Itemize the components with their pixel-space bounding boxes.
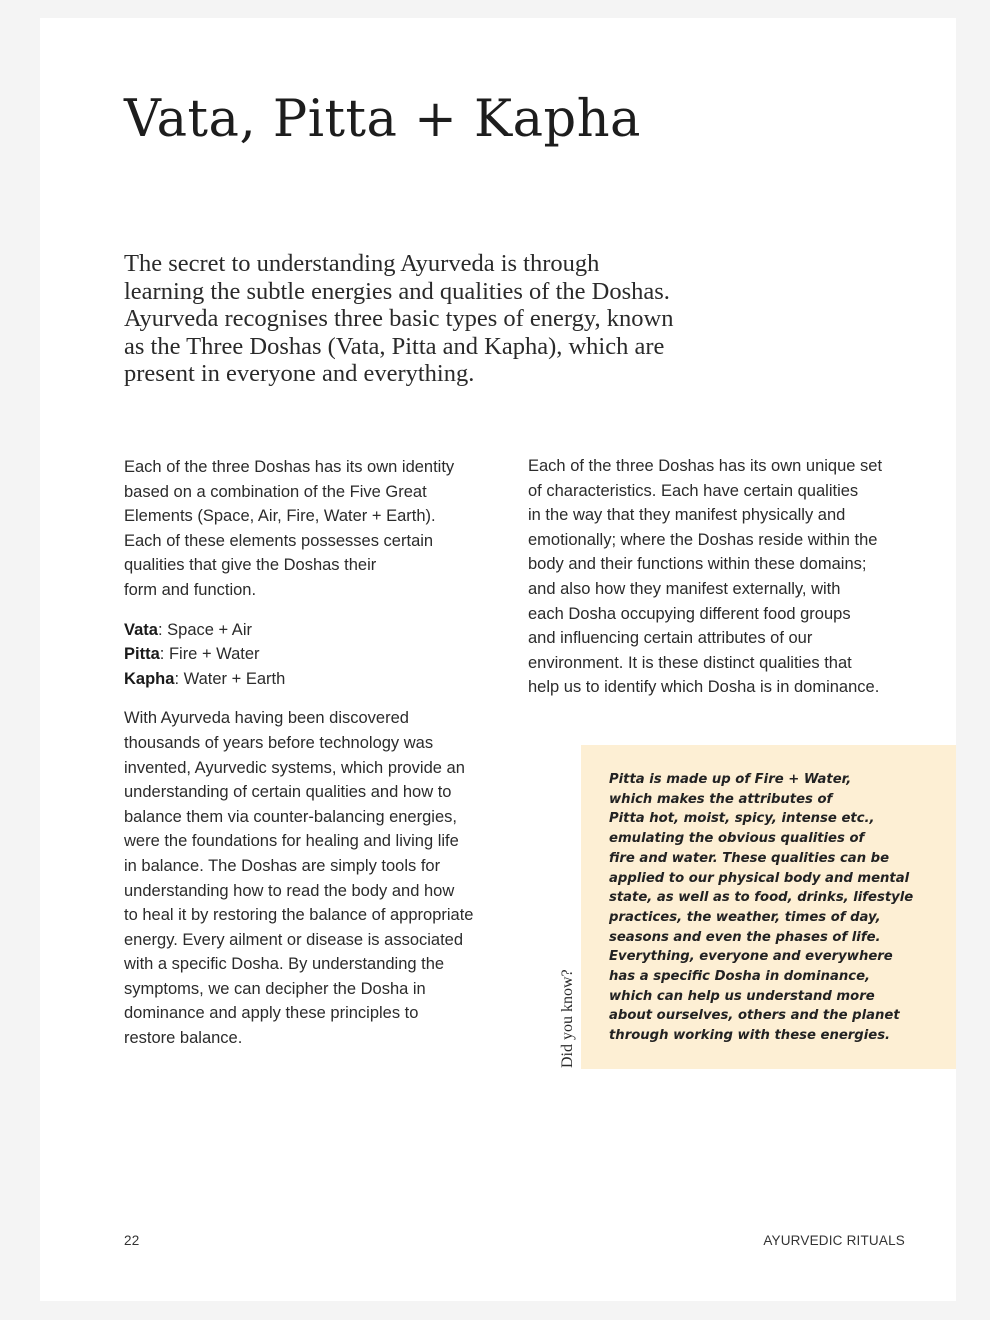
intro-line: Ayurveda recognises three basic types of energy, known — [124, 305, 674, 333]
dosha-list — [124, 618, 514, 692]
body-line: balance them via counter-balancing energies, — [124, 807, 457, 826]
body-line: in the way that they manifest physically and — [528, 506, 846, 525]
running-title: AYURVEDIC RITUALS — [763, 1233, 905, 1248]
dosha-name: Pitta — [124, 645, 160, 664]
callout-line: through working with these energies. — [609, 1028, 891, 1044]
body-line: thousands of years before technology was — [124, 733, 434, 752]
body-line: invented, Ayurvedic systems, which provide an — [124, 758, 465, 777]
body-line: and also how they manifest externally, with — [528, 579, 841, 598]
characteristics-paragraph — [528, 454, 918, 700]
body-line: dominance and apply these principles to — [124, 1004, 419, 1023]
callout-text — [609, 770, 913, 1046]
callout-line: Pitta hot, moist, spicy, intense etc., — [609, 811, 875, 827]
body-line: emotionally; where the Doshas reside within the — [528, 530, 878, 549]
body-line: Each of the three Doshas has its own identity — [124, 458, 455, 476]
body-line: body and their functions within these domains; — [528, 555, 867, 574]
callout-line: Everything, everyone and everywhere — [609, 949, 893, 965]
callout-line: practices, the weather, times of day, — [609, 909, 881, 925]
callout-line: which makes the attributes of — [609, 791, 833, 807]
body-line: understanding how to read the body and how — [124, 881, 455, 900]
dosha-separator: : — [159, 645, 165, 664]
right-column — [528, 454, 918, 700]
page-number: 22 — [124, 1233, 140, 1248]
dosha-name: Kapha — [124, 669, 175, 688]
dosha-separator: : — [174, 669, 180, 688]
callout-line: has a specific Dosha in dominance, — [609, 969, 871, 985]
body-line: based on a combination of the Five Great — [124, 482, 427, 501]
intro-line: present in everyone and everything. — [124, 360, 475, 388]
callout-line: applied to our physical body and mental — [609, 870, 910, 886]
intro-paragraph — [124, 250, 764, 388]
page-title: Vata, Pitta + Kapha — [124, 90, 641, 149]
body-line: Each of these elements possesses certain — [124, 531, 434, 550]
intro-line: as the Three Doshas (Vata, Pitta and Kapha), which are — [124, 332, 665, 360]
dosha-elements: Space + Air — [162, 620, 252, 639]
elements-paragraph — [124, 455, 514, 603]
body-line: form and function. — [124, 580, 257, 599]
body-line: of characteristics. Each have certain qualities — [528, 481, 859, 500]
body-line: symptoms, we can decipher the Dosha in — [124, 979, 426, 998]
dosha-vata — [124, 618, 514, 643]
body-line: and influencing certain attributes of our — [528, 629, 813, 648]
body-line: environment. It is these distinct qualities that — [528, 653, 852, 672]
body-line: each Dosha occupying different food groups — [528, 604, 851, 623]
body-line: understanding of certain qualities and how to — [124, 783, 452, 802]
callout-line: seasons and even the phases of life. — [609, 929, 881, 945]
body-line: restore balance. — [124, 1029, 243, 1048]
callout-line: Pitta is made up of Fire + Water, — [609, 772, 852, 787]
body-line: in balance. The Doshas are simply tools for — [124, 856, 441, 875]
callout-line: emulating the obvious qualities of — [609, 831, 865, 847]
body-line: to heal it by restoring the balance of appropriate — [124, 906, 474, 925]
body-line: Each of the three Doshas has its own unique set — [528, 457, 883, 475]
left-column — [124, 455, 514, 1051]
body-line: were the foundations for healing and living life — [124, 832, 459, 851]
callout-line: about ourselves, others and the planet — [609, 1008, 900, 1024]
dosha-elements: Water + Earth — [179, 669, 286, 688]
body-line: help us to identify which Dosha is in dominance. — [528, 678, 880, 697]
body-line: energy. Every ailment or disease is associated — [124, 930, 464, 949]
book-page — [40, 18, 956, 1301]
callout-line: fire and water. These qualities can be — [609, 850, 890, 866]
dosha-name: Vata — [124, 620, 158, 639]
body-line: qualities that give the Doshas their — [124, 556, 377, 575]
intro-line: learning the subtle energies and qualities of the Doshas. — [124, 277, 670, 305]
dosha-pitta — [124, 642, 514, 667]
did-you-know-callout — [581, 745, 956, 1069]
callout-line: state, as well as to food, drinks, lifestyle — [609, 890, 914, 906]
did-you-know-label: Did you know? — [559, 969, 576, 1068]
intro-line: The secret to understanding Ayurveda is through — [124, 250, 600, 277]
dosha-elements: Fire + Water — [164, 645, 260, 664]
body-line: with a specific Dosha. By understanding the — [124, 955, 445, 974]
callout-line: which can help us understand more — [609, 988, 875, 1004]
history-paragraph — [124, 706, 514, 1050]
body-line: With Ayurveda having been discovered — [124, 709, 409, 728]
dosha-kapha — [124, 667, 514, 692]
body-line: Elements (Space, Air, Fire, Water + Earth). — [124, 507, 436, 526]
dosha-separator: : — [157, 620, 163, 639]
